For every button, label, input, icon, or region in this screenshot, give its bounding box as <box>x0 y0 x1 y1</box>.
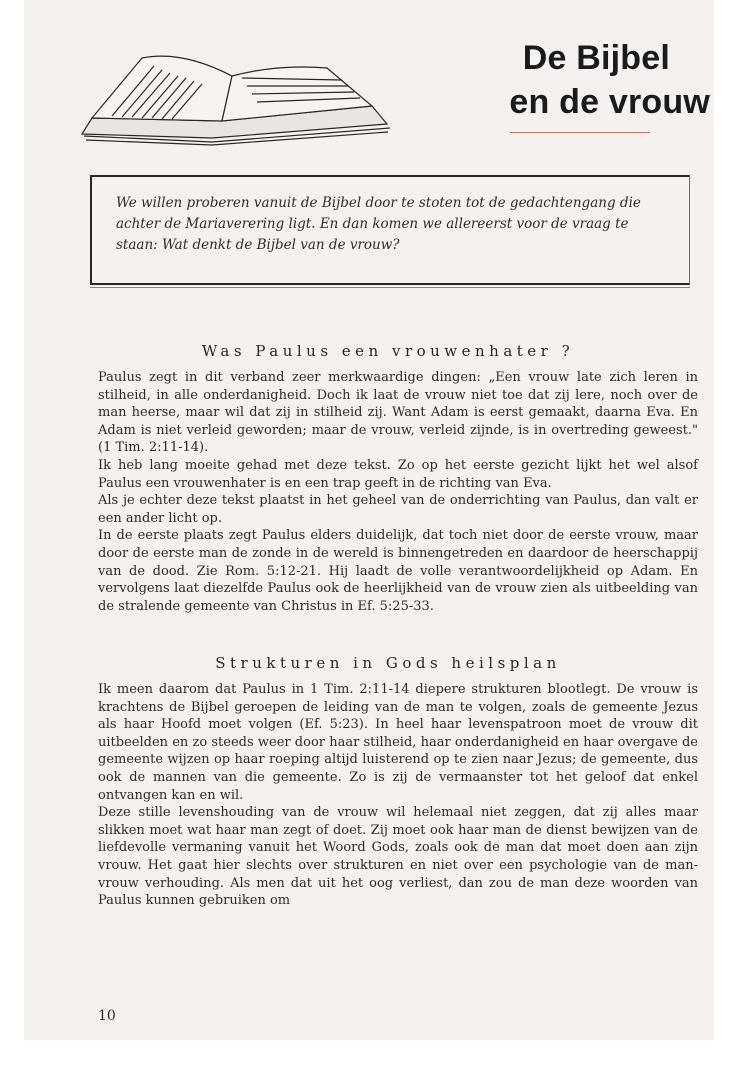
paragraph: Ik meen daarom dat Paulus in 1 Tim. 2:11-14 diepere strukturen blootlegt. De vrouw is krachtens de Bijbel geroepen de leiding van de man te volgen, zoals de gemeente Jezus als haar Hoofd moet volgen (Ef. 5:23). In heel haar levenspatroon moet de vrouw dit uitbeelden en zo steeds weer door haar stilheid, haar onderdanigheid en haar overgave de gemeente wijzen op haar roeping altijd luisterend op te zien naar Jezus; de gemeente, dus ook de mannen van die gemeente. Zo is zij de vermaanster tot het geloof dat enkel ontvangen kan en wil. <box>98 682 698 803</box>
paragraph: Als je echter deze tekst plaatst in het geheel van de onderrichting van Paulus, dan valt er een ander licht op. <box>98 493 698 526</box>
title-line-1: De Bijbel <box>522 39 670 77</box>
title-underline <box>510 132 650 133</box>
open-book-icon <box>62 46 392 146</box>
section-heading-1: Was Paulus een vrouwenhater ? <box>201 342 575 360</box>
section-body-1 <box>98 369 698 615</box>
paragraph: In de eerste plaats zegt Paulus elders duidelijk, dat toch niet door de eerste vrouw, maar door de eerste man de zonde in de wereld is binnengetreden en daardoor de heerschappij van de dood. Zie Rom. 5:12-21. Hij laadt de volle verantwoordelijkheid op Adam. En vervolgens laat diezelfde Paulus ook de heerlijkheid van de vrouw zien als uitbeelding van de stralende gemeente van Christus in Ef. 5:25-33. <box>98 528 698 614</box>
page-title <box>509 36 710 124</box>
section-body-2 <box>98 681 698 910</box>
paragraph: Ik heb lang moeite gehad met deze tekst. Zo op het eerste gezicht lijkt het wel alsof Paulus een vrouwenhater is en een trap geeft in de richting van Eva. <box>98 457 698 491</box>
title-line-2: en de vrouw <box>509 83 710 121</box>
page-number: 10 <box>98 1008 116 1024</box>
intro-box <box>90 175 690 285</box>
intro-text: We willen proberen vanuit de Bijbel door te stoten tot de gedachtengang die achter de Mariaverering ligt. En dan komen we allereerst voor de vraag te staan: Wat denkt de Bijbel van de vrouw? <box>116 195 641 253</box>
paragraph: Deze stille levenshouding van de vrouw wil helemaal niet zeggen, dat zij alles maar slikken moet wat haar man zegt of doet. Zij moet ook haar man de dienst bewijzen van de liefdevolle vermaning vanuit het Woord Gods, zoals ook de man dat moet doen aan zijn vrouw. Het gaat hier slechts over strukturen en niet over een psychologie van de man-vrouw verhouding. Als men dat uit het oog verliest, dan zou de man deze woorden van Paulus kunnen gebruiken om <box>98 805 698 909</box>
intro-divider <box>90 287 690 288</box>
section-heading-2: Strukturen in Gods heilsplan <box>215 654 561 672</box>
paragraph: Paulus zegt in dit verband zeer merkwaardige dingen: „Een vrouw late zich leren in stilheid, in alle onderdanigheid. Doch ik laat de vrouw niet toe dat zij lere, noch over de man heerse, maar wil dat zij in stilheid zij. Want Adam is eerst gemaakt, daarna Eva. En Adam is niet verleid geworden; maar de vrouw, verleid zijnde, is in overtreding geweest." (1 Tim. 2:11-14). <box>98 370 698 456</box>
